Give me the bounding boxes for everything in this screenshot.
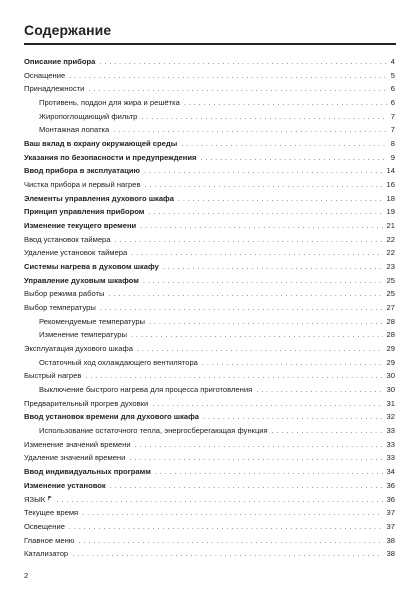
toc-entry-page: 28 <box>386 330 395 340</box>
toc-entry-label: Ввод прибора в эксплуатацию <box>24 166 141 176</box>
toc-entry[interactable] <box>24 315 395 329</box>
toc-entry-label: Ввод установок таймера <box>24 234 111 244</box>
toc-entry-label: Оснащение <box>24 70 66 80</box>
toc-dot-leader <box>178 192 383 206</box>
toc-dot-leader <box>99 55 386 69</box>
toc-dot-leader <box>115 233 383 247</box>
toc-entry-page: 38 <box>386 535 395 545</box>
toc-dot-leader <box>135 438 383 452</box>
toc-entry[interactable] <box>24 69 395 83</box>
toc-entry-page: 32 <box>386 412 395 422</box>
toc-entry-page: 33 <box>386 439 395 449</box>
toc-entry[interactable] <box>24 287 395 301</box>
toc-entry-page: 7 <box>390 111 395 121</box>
toc-entry-page: 27 <box>386 303 395 313</box>
toc-entry-page: 8 <box>390 139 395 149</box>
toc-entry[interactable] <box>24 205 395 219</box>
toc-dot-leader <box>108 287 382 301</box>
toc-entry[interactable] <box>24 151 395 165</box>
toc-entry[interactable] <box>24 356 395 370</box>
toc-dot-leader <box>155 465 383 479</box>
toc-dot-leader <box>69 69 387 83</box>
toc-entry-label: Предварительный прогрев духовки <box>24 398 149 408</box>
toc-dot-leader <box>143 274 383 288</box>
toc-entry-label: Изменение текущего времени <box>24 221 137 231</box>
toc-entry[interactable] <box>24 137 395 151</box>
toc-entry[interactable] <box>24 547 395 561</box>
toc-entry[interactable] <box>24 451 395 465</box>
toc-entry-label: Использование остаточного тепла, энергосберегающая функция <box>39 426 268 436</box>
page-title: Содержание <box>24 22 112 38</box>
toc-entry-page: 25 <box>386 275 395 285</box>
title-divider <box>24 43 396 45</box>
page-number: 2 <box>24 571 29 580</box>
toc-dot-leader <box>82 506 382 520</box>
toc-entry[interactable] <box>24 96 395 110</box>
toc-entry-label: Изменение значений времени <box>24 439 131 449</box>
toc-entry-page: 31 <box>386 398 395 408</box>
toc-entry-page: 14 <box>386 166 395 176</box>
toc-entry-label: Противень, поддон для жира и решётка <box>39 98 180 108</box>
toc-entry[interactable] <box>24 82 395 96</box>
toc-dot-leader <box>181 137 387 151</box>
toc-entry-label: Элементы управления духового шкафа <box>24 193 174 203</box>
toc-entry-page: 18 <box>386 193 395 203</box>
toc-dot-leader <box>72 547 382 561</box>
toc-entry[interactable] <box>24 328 395 342</box>
toc-dot-leader <box>140 219 382 233</box>
toc-dot-leader <box>78 534 382 548</box>
toc-dot-leader <box>256 383 382 397</box>
toc-entry-page: 9 <box>390 152 395 162</box>
toc-entry-page: 33 <box>386 453 395 463</box>
toc-entry[interactable] <box>24 397 395 411</box>
toc-entry-page: 21 <box>386 221 395 231</box>
toc-entry[interactable] <box>24 192 395 206</box>
toc-entry-page: 4 <box>390 57 395 66</box>
toc-entry-label: Эксплуатация духового шкафа <box>24 344 133 354</box>
toc-entry-page: 37 <box>386 521 395 531</box>
toc-entry[interactable] <box>24 233 395 247</box>
toc-entry-label: Ваш вклад в охрану окружающей среды <box>24 139 178 149</box>
toc-entry-label: Выключение быстрого нагрева для процесса приготовления <box>39 385 253 395</box>
toc-entry-page: 28 <box>386 316 395 326</box>
toc-dot-leader <box>69 520 383 534</box>
toc-entry-label: Чистка прибора и первый нагрев <box>24 180 141 190</box>
toc-entry[interactable] <box>24 383 395 397</box>
toc-entry[interactable] <box>24 493 395 507</box>
toc-entry-page: 36 <box>386 480 395 490</box>
toc-entry-label: Выбор режима работы <box>24 289 105 299</box>
toc-entry[interactable] <box>24 465 395 479</box>
toc-entry[interactable] <box>24 369 395 383</box>
toc-entry[interactable] <box>24 479 395 493</box>
toc-entry-label: ЯЗЫК <box>24 494 46 504</box>
toc-entry-label: Ввод установок времени для духового шкафа <box>24 412 200 422</box>
toc-entry[interactable] <box>24 506 395 520</box>
toc-entry-page: 36 <box>386 494 395 504</box>
toc-entry[interactable] <box>24 260 395 274</box>
toc-entry-label: Указания по безопасности и предупреждения <box>24 152 197 162</box>
toc-entry-label: Рекомендуемые температуры <box>39 316 146 326</box>
toc-entry[interactable] <box>24 534 395 548</box>
toc-entry-label: Удаление значений времени <box>24 453 126 463</box>
toc-entry-label: Изменение установок <box>24 480 106 490</box>
toc-dot-leader <box>148 205 382 219</box>
toc-entry-page: 22 <box>386 234 395 244</box>
flag-icon <box>48 494 52 502</box>
toc-dot-leader <box>163 260 383 274</box>
toc-entry[interactable] <box>24 164 395 178</box>
toc-entry[interactable] <box>24 274 395 288</box>
toc-dot-leader <box>131 246 382 260</box>
toc-entry-page: 29 <box>386 344 395 354</box>
toc-dot-leader <box>203 410 383 424</box>
toc-entry[interactable] <box>24 123 395 137</box>
toc-dot-leader <box>110 479 383 493</box>
toc-dot-leader <box>144 164 383 178</box>
toc-entry-page: 6 <box>390 84 395 94</box>
toc-entry[interactable] <box>24 301 395 315</box>
toc-entry-page: 33 <box>386 426 395 436</box>
toc-dot-leader <box>131 328 383 342</box>
toc-entry-page: 19 <box>386 207 395 217</box>
toc-entry-label: Текущее время <box>24 508 79 518</box>
toc-entry-label: Главное меню <box>24 535 75 545</box>
toc-entry-page: 23 <box>386 262 395 272</box>
toc-entry-page: 7 <box>390 125 395 135</box>
toc-entry-label: Управление духовым шкафом <box>24 275 139 285</box>
toc-entry-label: Освещение <box>24 521 65 531</box>
toc-entry[interactable] <box>24 219 395 233</box>
toc-dot-leader <box>152 397 382 411</box>
toc-entry[interactable] <box>24 55 395 69</box>
toc-dot-leader <box>129 451 382 465</box>
toc-entry[interactable] <box>24 178 395 192</box>
toc-dot-leader <box>100 301 383 315</box>
toc-dot-leader <box>113 123 387 137</box>
toc-dot-leader <box>184 96 387 110</box>
toc-entry-page: 16 <box>386 180 395 190</box>
toc-entry-label: Катализатор <box>24 549 69 559</box>
toc-entry-label: Ввод индивидуальных программ <box>24 467 151 477</box>
toc-entry-page: 30 <box>386 371 395 381</box>
toc-entry[interactable] <box>24 110 395 124</box>
toc-dot-leader <box>149 315 383 329</box>
toc-dot-leader <box>202 356 383 370</box>
toc-entry-page: 34 <box>386 467 395 477</box>
toc-entry-label: Монтажная лопатка <box>39 125 110 135</box>
toc-entry-label: Удаление установок таймера <box>24 248 128 258</box>
toc-entry-label: Жиропоглощающий фильтр <box>39 111 138 121</box>
table-of-contents <box>24 55 395 561</box>
toc-entry-page: 22 <box>386 248 395 258</box>
toc-entry[interactable] <box>24 246 395 260</box>
toc-entry-label: Изменение температуры <box>39 330 127 340</box>
toc-entry-label: Принадлежности <box>24 84 85 94</box>
toc-dot-leader <box>200 151 386 165</box>
toc-entry-page: 38 <box>386 549 395 559</box>
toc-entry[interactable] <box>24 520 395 534</box>
toc-entry[interactable] <box>24 438 395 452</box>
toc-entry-label: Быстрый нагрев <box>24 371 82 381</box>
toc-entry[interactable] <box>24 410 395 424</box>
toc-entry-page: 5 <box>390 70 395 80</box>
toc-entry-label: Системы нагрева в духовом шкафу <box>24 262 159 272</box>
toc-entry-label: Описание прибора <box>24 57 96 66</box>
toc-dot-leader <box>145 178 383 192</box>
toc-dot-leader <box>85 369 382 383</box>
toc-entry-page: 30 <box>386 385 395 395</box>
toc-entry-label: Принцип управления прибором <box>24 207 145 217</box>
toc-entry-page: 6 <box>390 98 395 108</box>
toc-entry-page: 37 <box>386 508 395 518</box>
toc-dot-leader <box>141 110 386 124</box>
toc-entry[interactable] <box>24 424 395 438</box>
toc-dot-leader <box>272 424 383 438</box>
toc-dot-leader <box>57 493 383 507</box>
toc-entry[interactable] <box>24 342 395 356</box>
toc-entry-page: 29 <box>386 357 395 367</box>
toc-dot-leader <box>137 342 383 356</box>
toc-entry-label: Выбор температуры <box>24 303 96 313</box>
toc-dot-leader <box>88 82 386 96</box>
toc-entry-label: Остаточный ход охлаждающего вентилятора <box>39 357 198 367</box>
toc-entry-page: 25 <box>386 289 395 299</box>
